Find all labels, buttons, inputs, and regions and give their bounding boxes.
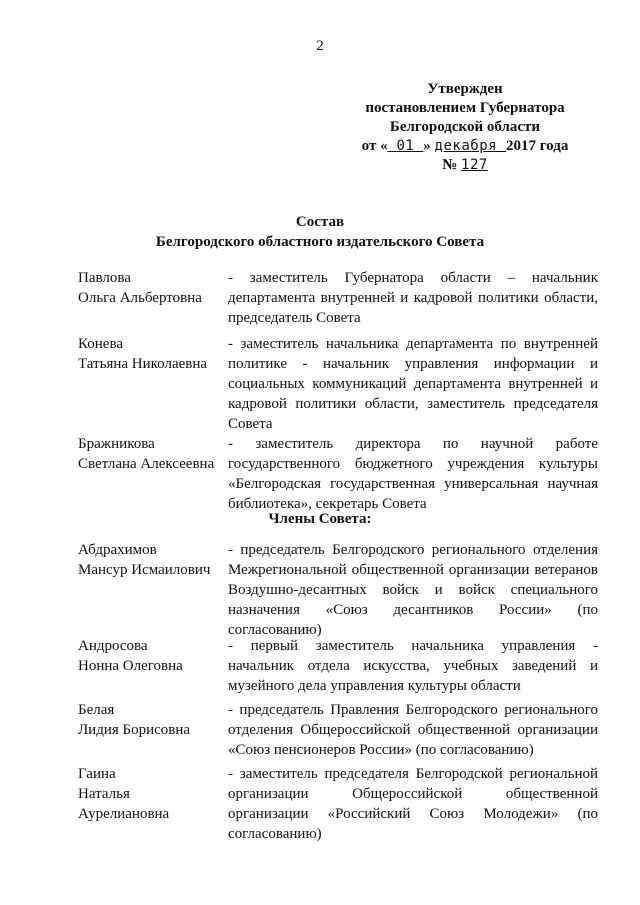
- member-name: [78, 540, 228, 640]
- member-given-name: Светлана Алексеевна: [78, 456, 215, 472]
- member-role: - заместитель председателя Белгородской региональной организации Общероссийской общественной организации «Российский Союз Молодежи» (по согласованию): [228, 766, 598, 842]
- member-given-name: Лидия Борисовна: [78, 722, 191, 738]
- member-name: [78, 334, 228, 434]
- member-entry-1: [78, 540, 598, 640]
- date-month: декабря: [434, 138, 506, 154]
- approval-number: [340, 156, 590, 175]
- list-item: [78, 434, 598, 514]
- list-item: [78, 700, 598, 760]
- member-given-name: Нонна Олеговна: [78, 658, 183, 674]
- member-name: [78, 636, 228, 696]
- approval-date: [340, 137, 590, 156]
- member-entry-2: [78, 636, 598, 696]
- member-surname: Белая: [78, 702, 115, 718]
- member-given-name: Ольга Альбертовна: [78, 290, 202, 306]
- list-item: [78, 764, 598, 844]
- list-item: [78, 636, 598, 696]
- title-line-1: Состав: [295, 214, 345, 230]
- member-surname: Павлова: [78, 270, 131, 286]
- list-item: [78, 540, 598, 640]
- member-role: - первый заместитель начальника управления - начальник отдела искусства, учебных заведений и музейного дела управления культуры области: [228, 638, 598, 694]
- member-role: - председатель Белгородского регионального отделения Межрегиональной общественной организации ветеранов Воздушно-десантных войск и войск специального назначения «Союз десантников России» (по согласованию): [228, 542, 598, 638]
- member-given-name: Наталья: [78, 786, 130, 802]
- member-surname: Гаина: [78, 766, 116, 782]
- member-role: - заместитель Губернатора области – начальник департамента внутренней и кадровой политики области, председатель Совета: [228, 270, 598, 326]
- approval-line-3: Белгородской области: [389, 119, 541, 135]
- leadership-list-3: [78, 434, 598, 514]
- member-role: - заместитель начальника департамента по внутренней политике - начальник управления информации и социальных коммуникаций департамента внутренней и кадровой политики области, заместитель председателя Совета: [228, 336, 598, 432]
- decree-number: 127: [461, 157, 488, 173]
- date-suffix: 2017 года: [505, 138, 569, 154]
- member-surname: Андросова: [78, 638, 148, 654]
- list-item: [78, 334, 598, 434]
- member-role: - заместитель директора по научной работе государственного бюджетного учреждения культуры «Белгородская государственная универсальная научная библиотека», секретарь Совета: [228, 436, 598, 512]
- member-patronymic: Аурелиановна: [78, 806, 170, 822]
- member-surname: Бражникова: [78, 436, 155, 452]
- members-heading: Члены Совета:: [268, 511, 372, 527]
- member-name: [78, 434, 228, 514]
- approval-line-2: постановлением Губернатора: [365, 100, 565, 116]
- document-title: [0, 212, 640, 252]
- approval-line-1: Утвержден: [427, 81, 503, 97]
- member-given-name: Мансур Исмаилович: [78, 562, 211, 578]
- number-prefix: №: [442, 157, 462, 173]
- member-name: [78, 700, 228, 760]
- date-mid: »: [423, 138, 435, 154]
- title-line-2: Белгородского областного издательского Совета: [155, 234, 485, 250]
- member-entry-3: [78, 700, 598, 760]
- list-item: [78, 268, 598, 330]
- member-entry-4: [78, 764, 598, 844]
- member-name: [78, 268, 228, 330]
- member-surname: Абдрахимов: [78, 542, 157, 558]
- date-prefix: от «: [361, 138, 388, 154]
- member-role: - председатель Правления Белгородского регионального отделения Общероссийской общественной организации «Союз пенсионеров России» (по согласованию): [228, 702, 598, 758]
- member-name: [78, 764, 228, 844]
- member-surname: Конева: [78, 336, 123, 352]
- page-number: 2: [316, 38, 324, 54]
- member-given-name: Татьяна Николаевна: [78, 356, 208, 372]
- date-day: 01: [387, 138, 424, 154]
- approval-stamp: [340, 80, 590, 175]
- leadership-list: [78, 268, 598, 330]
- leadership-list-2: [78, 334, 598, 434]
